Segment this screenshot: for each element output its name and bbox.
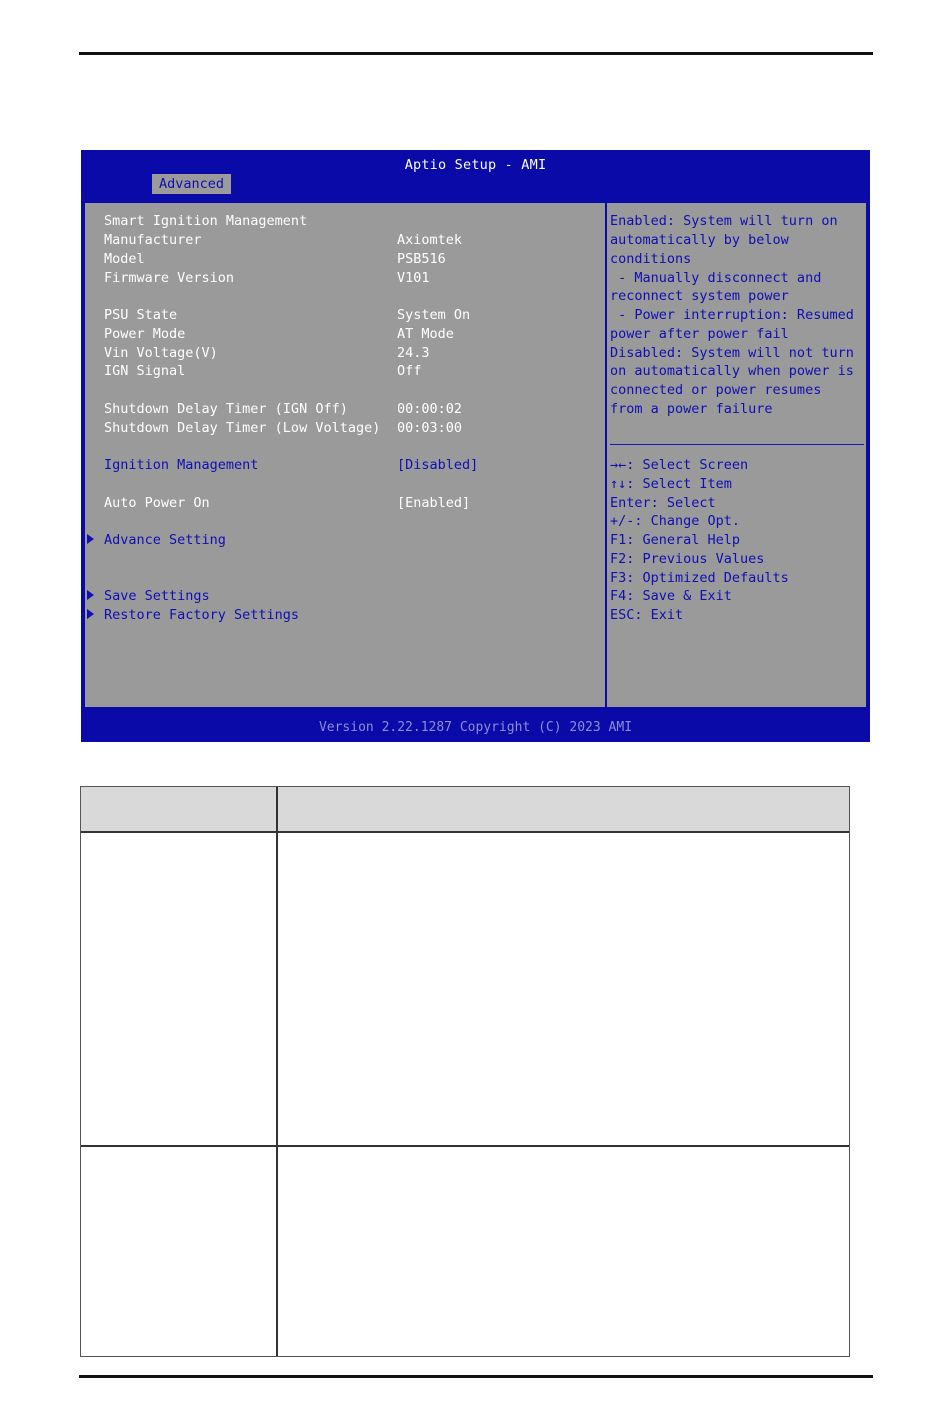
info-label-model: Model [104, 251, 145, 267]
info-value-psu-state: System On [397, 307, 471, 323]
info-value-manufacturer: Axiomtek [397, 232, 463, 248]
help-line: on automatically when power is [610, 363, 854, 379]
table-row-divider [81, 1145, 849, 1147]
auto-power-on-value[interactable]: [Enabled] [397, 495, 471, 511]
help-line: automatically by below [610, 232, 789, 248]
key-hint: ESC: Exit [610, 607, 684, 623]
info-label-shutdown-ign: Shutdown Delay Timer (IGN Off) [104, 401, 348, 417]
ignition-management-value[interactable]: [Disabled] [397, 457, 479, 473]
key-hint: →←: Select Screen [610, 457, 749, 473]
help-line: - Manually disconnect and [610, 270, 822, 286]
info-label-firmware: Firmware Version [104, 270, 235, 286]
submenu-arrow-icon [87, 590, 94, 600]
info-label-vin-voltage: Vin Voltage(V) [104, 345, 218, 361]
bios-title: Aptio Setup - AMI [404, 157, 547, 173]
info-value-vin-voltage: 24.3 [397, 345, 430, 361]
key-hint: F4: Save & Exit [610, 588, 732, 604]
key-hint: F2: Previous Values [610, 551, 765, 567]
submenu-advance-setting[interactable]: Advance Setting [104, 532, 226, 548]
help-line: from a power failure [610, 401, 773, 417]
table-header-row [81, 787, 849, 833]
help-line: Disabled: System will not turn [610, 345, 854, 361]
key-hint: F1: General Help [610, 532, 741, 548]
info-label-shutdown-low-voltage: Shutdown Delay Timer (Low Voltage) [104, 420, 381, 436]
help-line: Enabled: System will turn on [610, 213, 838, 229]
auto-power-on-label[interactable]: Auto Power On [104, 495, 210, 511]
submenu-restore-factory-settings[interactable]: Restore Factory Settings [104, 607, 300, 623]
info-label-psu-state: PSU State [104, 307, 178, 323]
info-label-power-mode: Power Mode [104, 326, 186, 342]
option-description-table [80, 786, 850, 1357]
info-label-title: Smart Ignition Management [104, 213, 308, 229]
page-bottom-rule [79, 1375, 873, 1378]
bios-screen [81, 150, 870, 742]
info-value-power-mode: AT Mode [397, 326, 454, 342]
ignition-management-label[interactable]: Ignition Management [104, 457, 259, 473]
info-label-ign-signal: IGN Signal [104, 363, 186, 379]
key-hint: F3: Optimized Defaults [610, 570, 789, 586]
help-line: connected or power resumes [610, 382, 822, 398]
info-value-firmware: V101 [397, 270, 430, 286]
bios-panel-divider [605, 201, 607, 709]
table-column-divider [276, 787, 278, 1356]
key-hint: Enter: Select [610, 495, 716, 511]
key-hint: +/-: Change Opt. [610, 513, 741, 529]
key-hint: ↑↓: Select Item [610, 476, 732, 492]
info-value-shutdown-ign: 00:00:02 [397, 401, 463, 417]
help-line: power after power fail [610, 326, 789, 342]
submenu-arrow-icon [87, 534, 94, 544]
submenu-arrow-icon [87, 609, 94, 619]
submenu-save-settings[interactable]: Save Settings [104, 588, 210, 604]
tab-advanced[interactable]: Advanced [152, 174, 231, 194]
help-line: conditions [610, 251, 692, 267]
page-top-rule [79, 52, 873, 55]
info-label-manufacturer: Manufacturer [104, 232, 202, 248]
info-value-model: PSB516 [397, 251, 446, 267]
info-value-ign-signal: Off [397, 363, 422, 379]
help-separator [610, 444, 864, 445]
info-value-shutdown-low-voltage: 00:03:00 [397, 420, 463, 436]
help-line: reconnect system power [610, 288, 789, 304]
help-line: - Power interruption: Resumed [610, 307, 854, 323]
bios-version-footer: Version 2.22.1287 Copyright (C) 2023 AMI [318, 720, 633, 735]
